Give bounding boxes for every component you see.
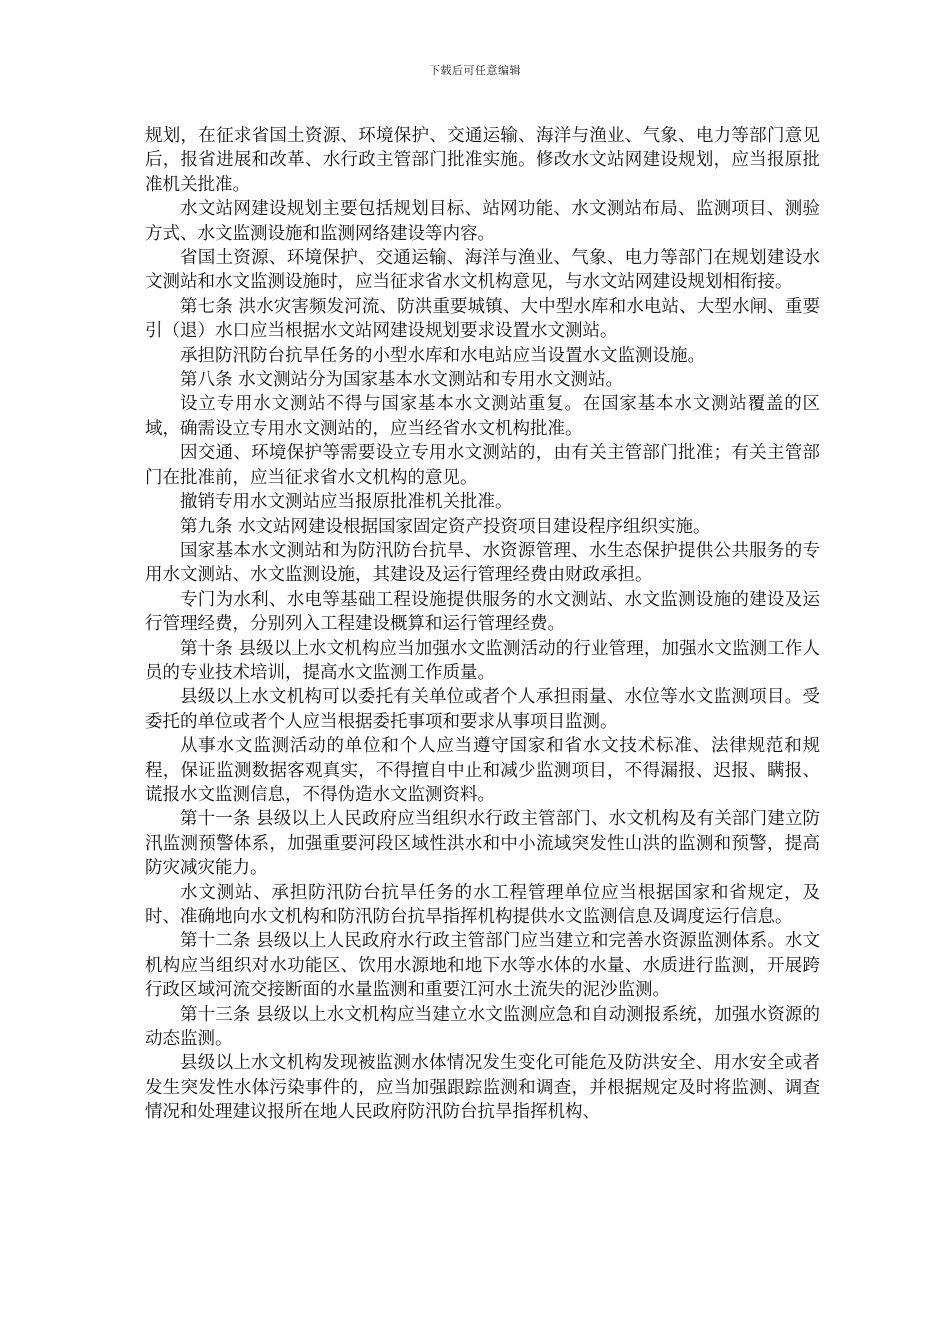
paragraph: 承担防汛防台抗旱任务的小型水库和水电站应当设置水文监测设施。	[180, 345, 705, 366]
paragraph: 水文站网建设规划主要包括规划目标、站网功能、水文测站布局、监测项目、测验方式、水文监测设施和监测网络建设等内容。	[145, 199, 820, 244]
paragraph: 专门为水利、水电等基础工程设施提供服务的水文测站、水文监测设施的建设及运行管理经费，分别列入工程建设概算和运行管理经费。	[145, 589, 820, 635]
article-8-paragraph: 第八条 水文测站分为国家基本水文测站和专用水文测站。	[180, 370, 624, 391]
article-9-paragraph: 第九条 水文站网建设根据国家固定资产投资项目建设程序组织实施。	[180, 516, 711, 537]
paragraph: 从事水文监测活动的单位和个人应当遵守国家和省水文技术标准、法律规范和规程，保证监测数据客观真实，不得擅自中止和减少监测项目，不得漏报、迟报、瞒报、谎报水文监测信息，不得伪造水文监测资料。	[145, 736, 820, 805]
page-header-note: 下载后可任意编辑	[429, 64, 521, 77]
article-11-paragraph: 第十一条 县级以上人民政府应当组织水行政主管部门、水文机构及有关部门建立防汛监测预警体系，加强重要河段区域性洪水和中小流域突发性山洪的监测和预警，提高防灾减灾能力。	[145, 809, 820, 879]
paragraph: 县级以上水文机构发现被监测水体情况发生变化可能危及防洪安全、用水安全或者发生突发性水体污染事件的，应当加强跟踪监测和调查，并根据规定及时将监测、调查情况和处理建议报所在地人民政府防汛防台抗旱指挥机构、	[145, 1053, 820, 1123]
paragraph: 因交通、环境保护等需要设立专用水文测站的，由有关主管部门批准；有关主管部门在批准前，应当征求省水文机构的意见。	[145, 443, 820, 488]
paragraph: 设立专用水文测站不得与国家基本水文测站重复。在国家基本水文测站覆盖的区域，确需设立专用水文测站的，应当经省水文机构批准。	[145, 394, 820, 439]
paragraph: 县级以上水文机构可以委托有关单位或者个人承担雨量、水位等水文监测项目。受委托的单位或者个人应当根据委托事项和要求从事项目监测。	[145, 687, 820, 732]
paragraph: 国家基本水文测站和为防汛防台抗旱、水资源管理、水生态保护提供公共服务的专用水文测站、水文监测设施，其建设及运行管理经费由财政承担。	[145, 540, 820, 586]
paragraph: 省国土资源、环境保护、交通运输、海洋与渔业、气象、电力等部门在规划建设水文测站和水文监测设施时，应当征求省水文机构意见，与水文站网建设规划相衔接。	[145, 248, 820, 293]
paragraph: 撤销专用水文测站应当报原批准机关批准。	[180, 492, 513, 513]
paragraph: 水文测站、承担防汛防台抗旱任务的水工程管理单位应当根据国家和省规定，及时、准确地向水文机构和防汛防台抗旱指挥机构提供水文监测信息及调度运行信息。	[145, 882, 820, 927]
article-13-paragraph: 第十三条 县级以上水文机构应当建立水文监测应急和自动测报系统，加强水资源的动态监测。	[145, 1004, 820, 1050]
article-7-paragraph: 第七条 洪水灾害频发河流、防洪重要城镇、大中型水库和水电站、大型水闸、重要引（退）水口应当根据水文站网建设规划要求设置水文测站。	[145, 296, 820, 342]
article-12-paragraph: 第十二条 县级以上人民政府水行政主管部门应当建立和完善水资源监测体系。水文机构应当组织对水功能区、饮用水源地和地下水等水体的水量、水质进行监测，开展跨行政区域河流交接断面的水量监测和重要江河水土流失的泥沙监测。	[145, 931, 820, 1001]
document-body	[145, 124, 820, 1125]
paragraph: 规划，在征求省国土资源、环境保护、交通运输、海洋与渔业、气象、电力等部门意见后，报省进展和改革、水行政主管部门批准实施。修改水文站网建设规划，应当报原批准机关批准。	[145, 126, 820, 195]
article-10-paragraph: 第十条 县级以上水文机构应当加强水文监测活动的行业管理，加强水文监测工作人员的专业技术培训，提高水文监测工作质量。	[145, 638, 820, 683]
